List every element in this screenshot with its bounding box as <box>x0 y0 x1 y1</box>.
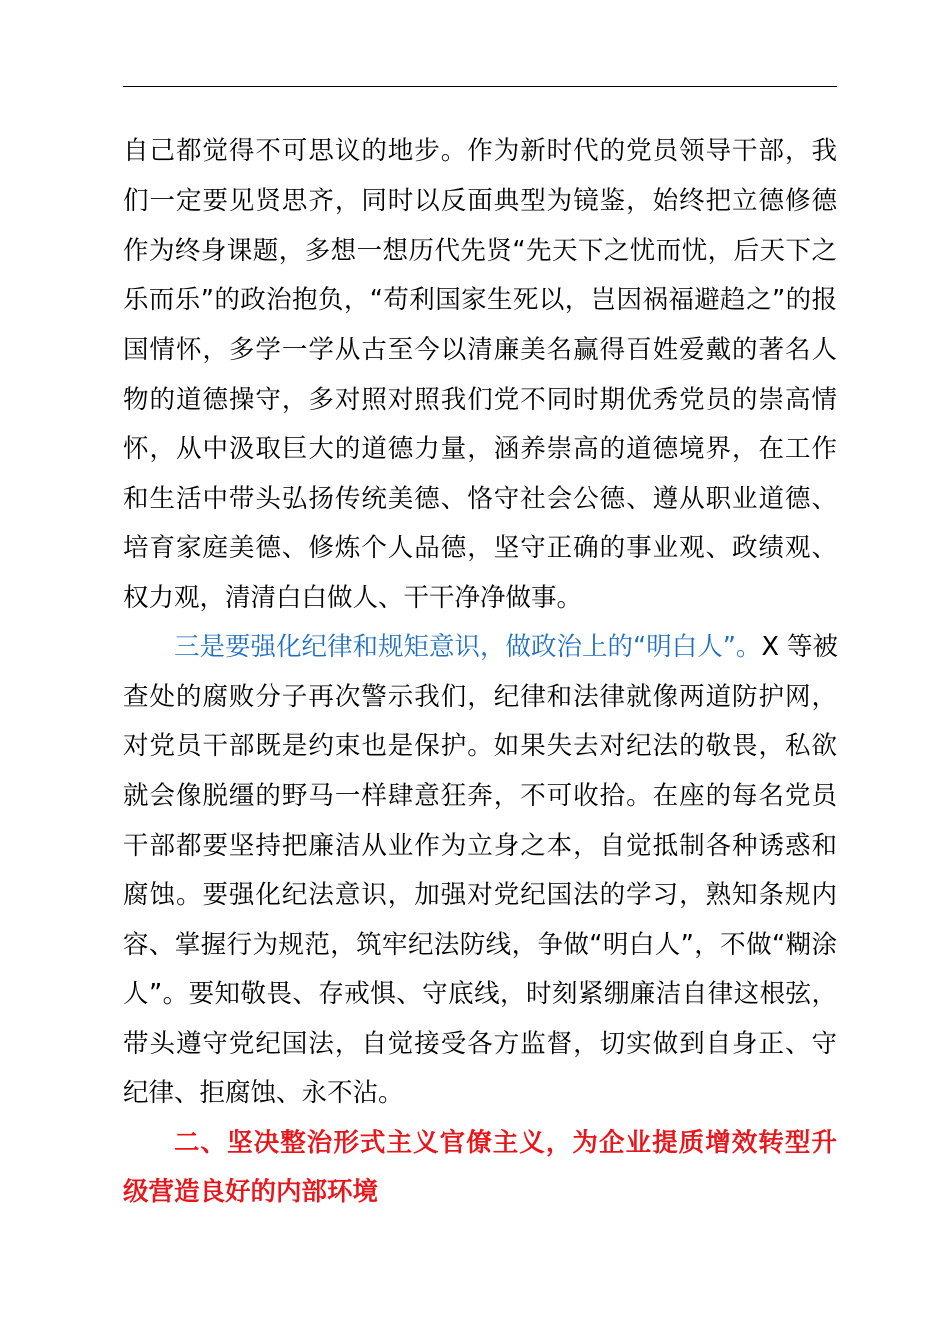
paragraph-line: 乐而乐”的政治抱负，“苟利国家生死以，岂因祸福避趋之”的报 <box>123 285 837 315</box>
paragraph-line: 们一定要见贤思齐，同时以反面典型为镜鉴，始终把立德修德 <box>123 186 837 216</box>
paragraph-line: 干部都要坚持把廉洁从业作为立身之本，自觉抵制各种诱惑和 <box>123 831 837 861</box>
paragraph-line: 权力观，清清白白做人、干干净净做事。 <box>123 583 583 613</box>
paragraph-line: 培育家庭美德、修炼个人品德，坚守正确的事业观、政绩观、 <box>123 533 837 563</box>
paragraph-line: 查处的腐败分子再次警示我们，纪律和法律就像两道防护网， <box>123 682 837 712</box>
paragraph-line: 带头遵守党纪国法，自觉接受各方监督，切实做到自身正、守 <box>123 1029 837 1059</box>
paragraph-line: 怀，从中汲取巨大的道德力量，涵养崇高的道德境界，在工作 <box>123 434 837 464</box>
paragraph-line: 纪律、拒腐蚀、永不沾。 <box>123 1078 404 1108</box>
paragraph-line: 物的道德操守，多对照对照我们党不同时期优秀党员的崇高情 <box>123 385 837 415</box>
paragraph-line: 腐蚀。要强化纪法意识，加强对党纪国法的学习，熟知条规内 <box>123 880 837 910</box>
subheading-line <box>174 622 837 672</box>
section-heading-line: 级营造良好的内部环境 <box>123 1177 379 1207</box>
paragraph-line: 人”。要知敬畏、存戒惧、守底线，时刻紧绷廉洁自律这根弦， <box>123 979 837 1009</box>
paragraph-line: 就会像脱缰的野马一样肆意狂奔，不可收拾。在座的每名党员 <box>123 781 837 811</box>
paragraph-text: X 等被 <box>761 632 839 662</box>
paragraph-line: 容、掌握行为规范，筑牢纪法防线，争做“明白人”，不做“糊涂 <box>123 930 837 960</box>
header-rule <box>123 86 837 87</box>
paragraph-line: 国情怀，多学一学从古至今以清廉美名赢得百姓爱戴的著名人 <box>123 335 837 365</box>
paragraph-line: 和生活中带头弘扬传统美德、恪守社会公德、遵从职业道德、 <box>123 484 837 514</box>
paragraph-line: 自己都觉得不可思议的地步。作为新时代的党员领导干部，我 <box>123 136 837 166</box>
paragraph-line: 作为终身课题，多想一想历代先贤“先天下之忧而忧，后天下之 <box>123 236 837 266</box>
section-heading-line: 二、坚决整治形式主义官僚主义，为企业提质增效转型升 <box>174 1128 837 1158</box>
paragraph-line: 对党员干部既是约束也是保护。如果失去对纪法的敬畏，私欲 <box>123 731 837 761</box>
subheading-text: 三是要强化纪律和规矩意识，做政治上的“明白人”。 <box>174 632 762 662</box>
